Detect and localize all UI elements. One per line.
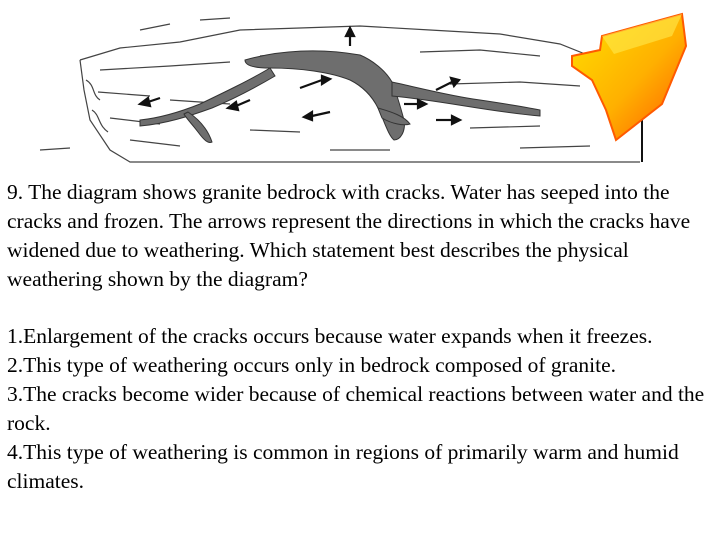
ice-filled-crack (140, 51, 540, 143)
orange-flag-icon (572, 14, 686, 162)
question-text: 9. The diagram shows granite bedrock with cracks. Water has seeped into the cracks and frozen. The arrows represent the directions in which the cracks have widened due to weathering. Which statement best describes the physical weathering shown by the diagram? (7, 180, 691, 291)
answer-option-2[interactable]: 2.This type of weathering occurs only in bedrock composed of granite. (7, 353, 616, 377)
bedrock-crack-diagram (0, 0, 720, 170)
answer-option-4[interactable]: 4.This type of weathering is common in regions of primarily warm and humid climates. (7, 440, 679, 493)
answer-list (7, 322, 717, 496)
answer-option-3[interactable]: 3.The cracks become wider because of chemical reactions between water and the rock. (7, 382, 705, 435)
answer-option-1[interactable]: 1.Enlargement of the cracks occurs because water expands when it freezes. (7, 324, 653, 348)
bedrock-sketch (40, 18, 640, 162)
